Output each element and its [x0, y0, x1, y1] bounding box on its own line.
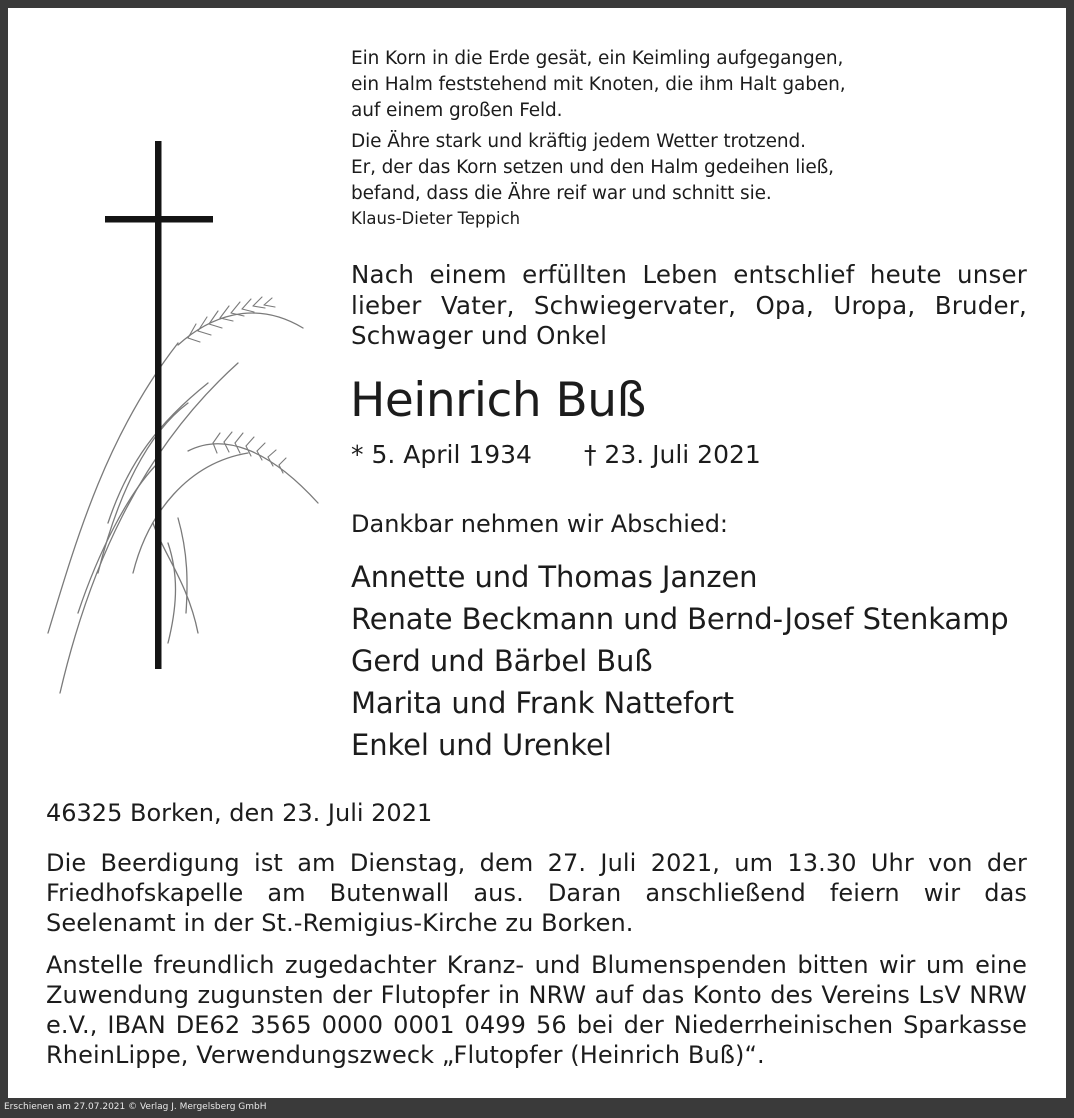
family-member: Marita und Frank Nattefort: [351, 686, 734, 720]
place-date: 46325 Borken, den 23. Juli 2021: [46, 799, 433, 827]
obituary-card: [8, 8, 1066, 1098]
intro-line: Schwager und Onkel: [351, 321, 608, 350]
family-list: [351, 556, 1009, 766]
death-date: † 23. Juli 2021: [583, 440, 761, 469]
poem-line: Ein Korn in die Erde gesät, ein Keimling aufgegangen,: [351, 48, 844, 69]
cross-with-wheat-icon: [38, 133, 328, 723]
donation-info: Anstelle freundlich zugedachter Kranz- und Blumenspenden bitten wir um eine Zuwendung zugunsten der Flutopfer in NRW auf das Konto des Vereins LsV NRW e.V., IBAN DE62 3565 0000 0001 0499 56 bei der Niederrheinischen Sparkasse RheinLippe, Verwendungszweck „Flutopfer (Heinrich Buß)“.: [46, 951, 1027, 1069]
family-member: Annette und Thomas Janzen: [351, 560, 758, 594]
birth-date: * 5. April 1934: [351, 440, 532, 469]
poem-line: befand, dass die Ähre reif war und schnitt sie.: [351, 182, 772, 204]
poem-author: Klaus-Dieter Teppich: [351, 209, 521, 228]
life-dates: [351, 438, 761, 472]
family-member: Renate Beckmann und Bernd-Josef Stenkamp: [351, 602, 1009, 636]
thanks-heading: Dankbar nehmen wir Abschied:: [351, 510, 729, 538]
poem-line: Die Ähre stark und kräftig jedem Wetter trotzend.: [351, 131, 806, 153]
family-member: Enkel und Urenkel: [351, 728, 612, 762]
deceased-name: Heinrich Buß: [350, 373, 646, 428]
intro-text: [351, 260, 1027, 352]
funeral-info: Die Beerdigung ist am Dienstag, dem 27. Juli 2021, um 13.30 Uhr von der Friedhofskapelle am Butenwall aus. Daran anschließend feiern wir das Seelenamt in der St.-Remigius-Kirche zu Borken.: [46, 849, 1027, 937]
intro-line: lieber Vater, Schwiegervater, Opa, Uropa, Bruder,: [351, 290, 1027, 320]
publication-footer: Erschienen am 27.07.2021 © Verlag J. Mergelsberg GmbH: [4, 1102, 267, 1112]
family-member: Gerd und Bärbel Buß: [351, 644, 653, 678]
poem-line: Er, der das Korn setzen und den Halm gedeihen ließ,: [351, 157, 834, 179]
poem: [351, 46, 991, 207]
intro-line: Nach einem erfüllten Leben entschlief heute unser: [351, 260, 1027, 289]
poem-line: auf einem großen Feld.: [351, 99, 563, 121]
poem-line: ein Halm feststehend mit Knoten, die ihm Halt gaben,: [351, 73, 846, 95]
